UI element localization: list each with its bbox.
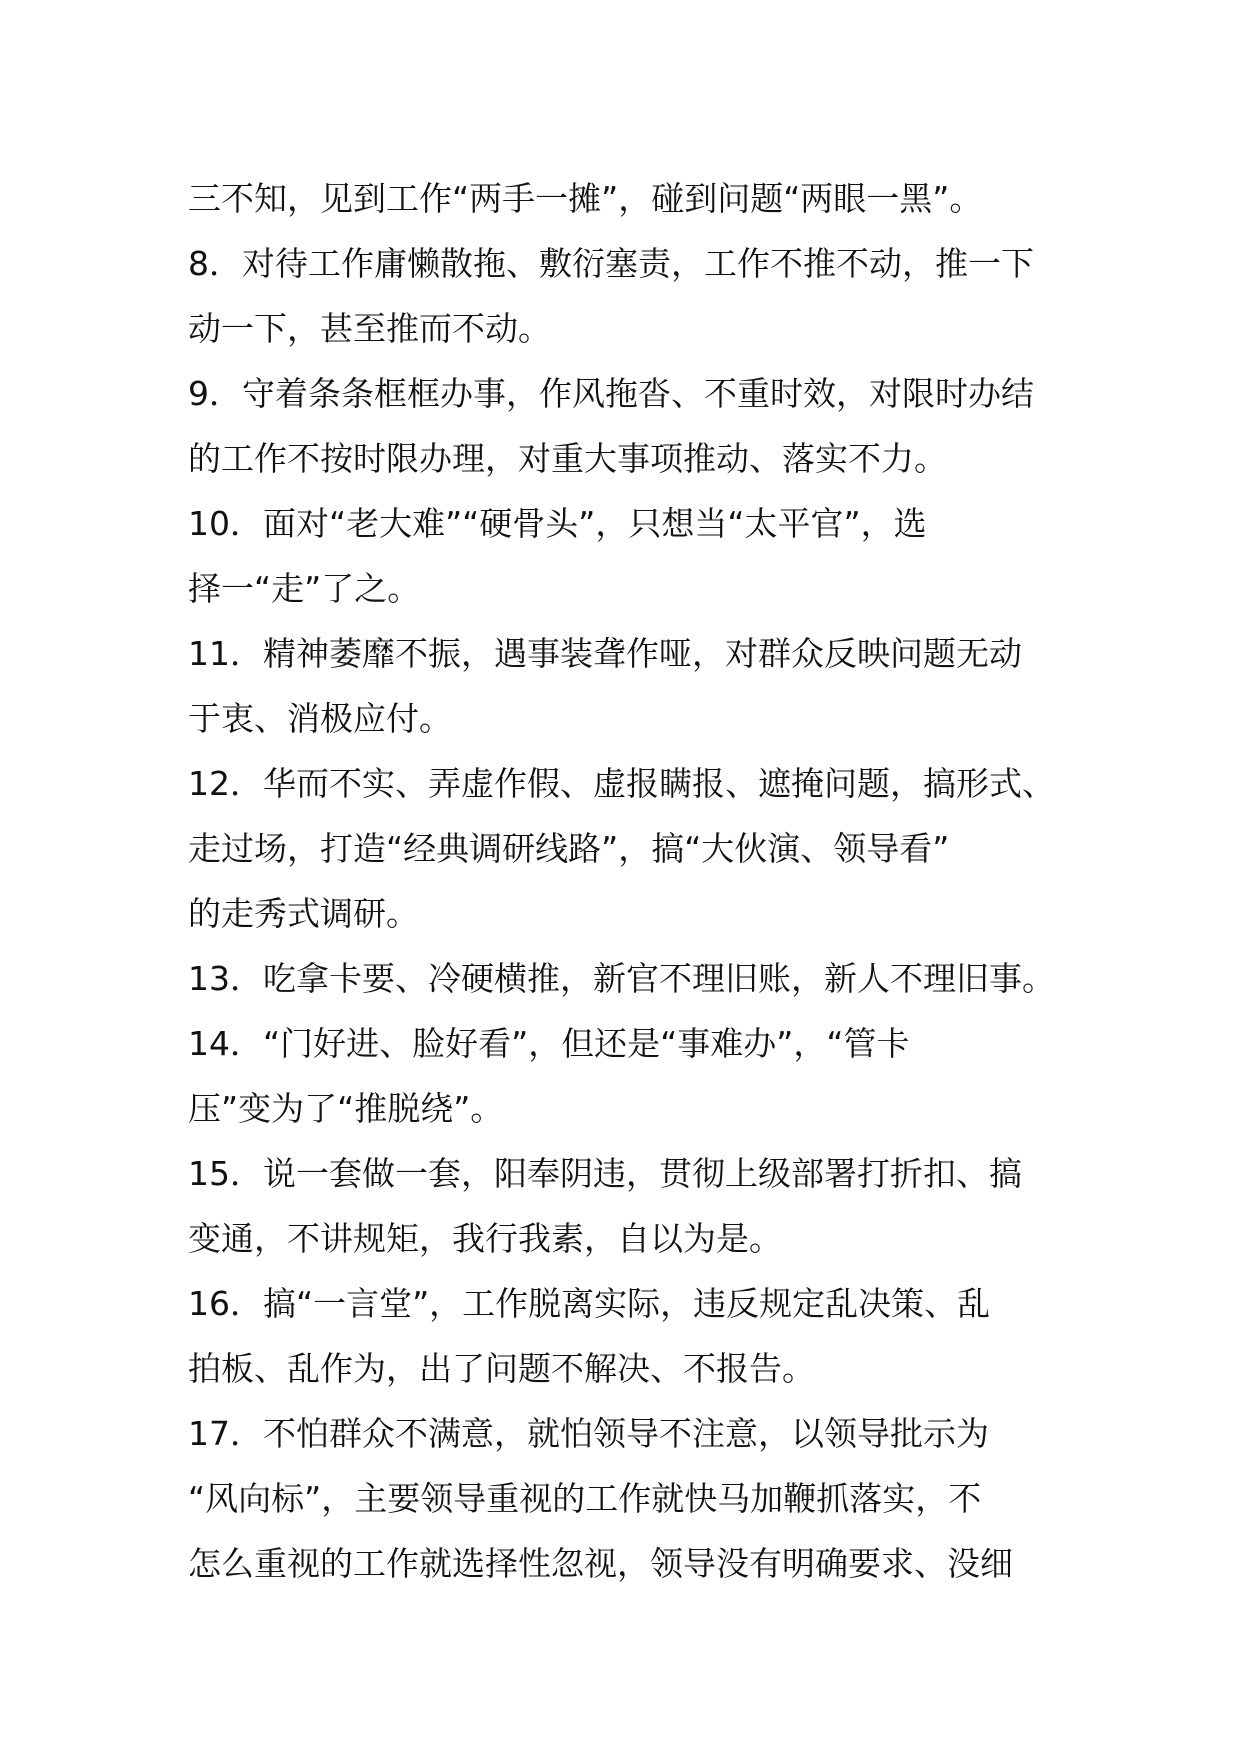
text-line: 变通，不讲规矩，我行我素，自以为是。 xyxy=(188,1219,782,1258)
text-line: 的走秀式调研。 xyxy=(188,894,419,933)
text-line: “风向标”，主要领导重视的工作就快马加鞭抓落实，不 xyxy=(188,1479,982,1518)
text-line: 14．“门好进、脸好看”，但还是“事难办”，“管卡 xyxy=(188,1024,910,1063)
text-line: 走过场，打造“经典调研线路”，搞“大伙演、领导看” xyxy=(188,829,950,868)
text-line: 9．守着条条框框办事，作风拖沓、不重时效，对限时办结 xyxy=(188,374,1034,413)
text-line: 择一“走”了之。 xyxy=(188,569,421,608)
text-line: 12．华而不实、弄虚作假、虚报瞒报、遮掩问题，搞形式、 xyxy=(188,764,1055,803)
text-line: 三不知，见到工作“两手一摊”，碰到问题“两眼一黑”。 xyxy=(188,179,983,218)
text-line: 压”变为了“推脱绕”。 xyxy=(188,1089,504,1128)
document-body xyxy=(188,166,1088,1596)
text-line: 的工作不按时限办理，对重大事项推动、落实不力。 xyxy=(188,439,947,478)
text-line: 动一下，甚至推而不动。 xyxy=(188,309,551,348)
text-line: 17．不怕群众不满意，就怕领导不注意，以领导批示为 xyxy=(188,1414,989,1453)
text-line: 怎么重视的工作就选择性忽视，领导没有明确要求、没细 xyxy=(188,1544,1013,1583)
text-line: 拍板、乱作为，出了问题不解决、不报告。 xyxy=(188,1349,815,1388)
text-line: 16．搞“一言堂”，工作脱离实际，违反规定乱决策、乱 xyxy=(188,1284,991,1323)
text-line: 11．精神萎靡不振，遇事装聋作哑，对群众反映问题无动 xyxy=(188,634,1022,673)
text-line: 15．说一套做一套，阳奉阴违，贯彻上级部署打折扣、搞 xyxy=(188,1154,1022,1193)
text-line: 10．面对“老大难”“硬骨头”，只想当“太平官”，选 xyxy=(188,504,927,543)
text-line: 13．吃拿卡要、冷硬横推，新官不理旧账，新人不理旧事。 xyxy=(188,959,1055,998)
text-line: 8．对待工作庸懒散拖、敷衍塞责，工作不推不动，推一下 xyxy=(188,244,1034,283)
text-line: 于衷、消极应付。 xyxy=(188,699,452,738)
